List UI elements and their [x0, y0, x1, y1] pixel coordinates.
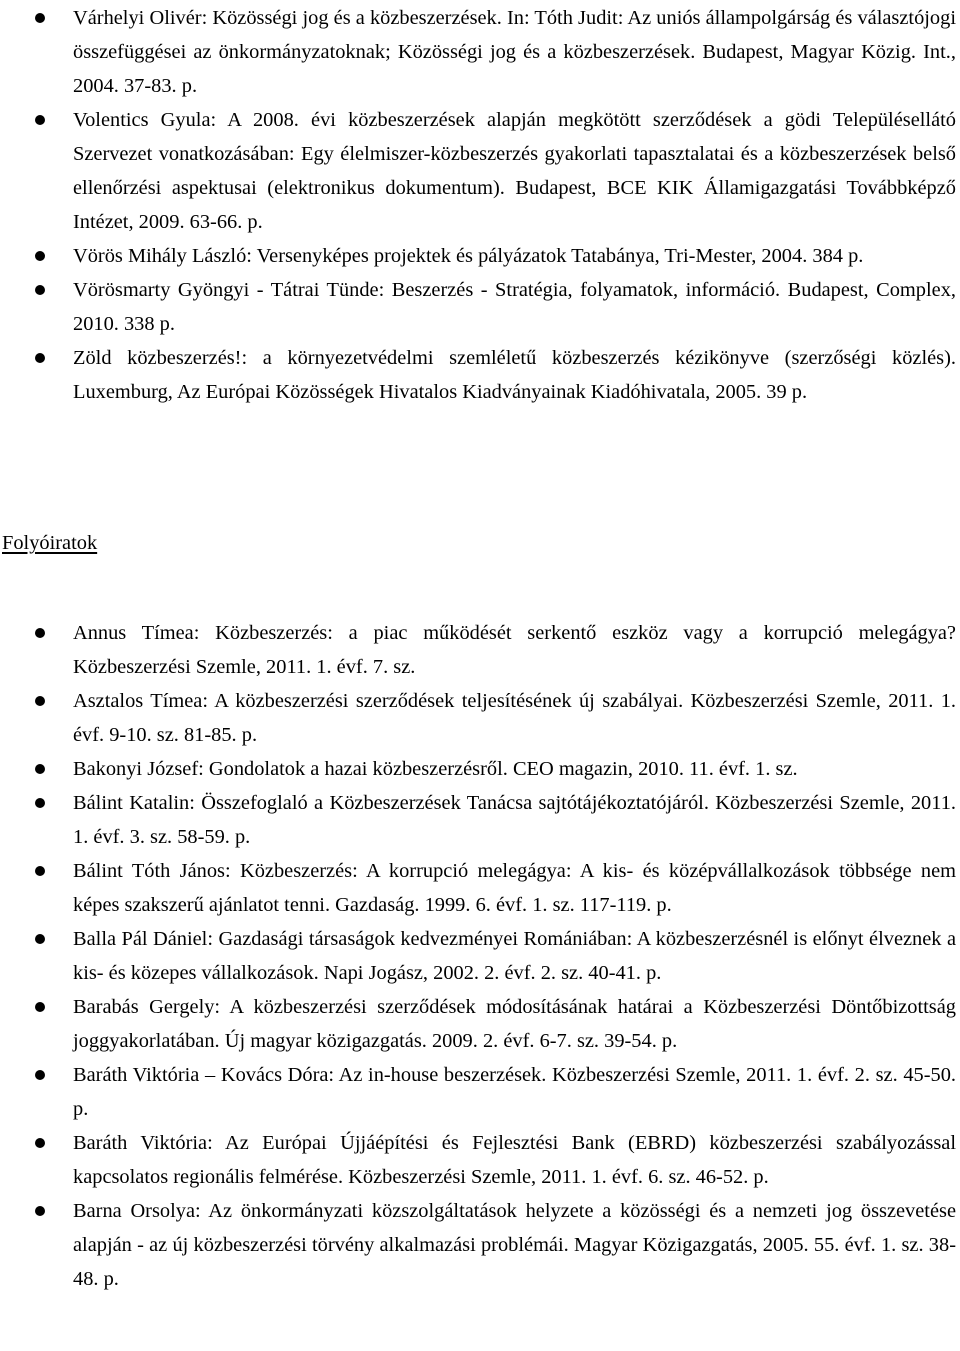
- bibliography-entry: [0, 1126, 960, 1194]
- entry-text: Volentics Gyula: A 2008. évi közbeszerzések alapján megkötött szerződések a gödi Településellátó Szervezet vonatkozásában: Egy élelmiszer-közbeszerzés gyakorlati tapasztalatai és a közbeszerzések belső ellenőrzési aspektusai (elektronikus dokumentum). Budapest, BCE KIK Államigazgatási Továbbképző Intézet, 2009. 63-66. p.: [73, 109, 956, 233]
- bullet-icon: [35, 764, 45, 774]
- bibliography-entry: [0, 1058, 960, 1126]
- bullet-icon: [35, 1002, 45, 1012]
- bibliography-entry: [0, 1194, 960, 1296]
- bullet-icon: [35, 1138, 45, 1148]
- bibliography-entry: [0, 854, 960, 922]
- bullet-icon: [35, 934, 45, 944]
- entry-text: Baráth Viktória – Kovács Dóra: Az in-house beszerzések. Közbeszerzési Szemle, 2011. 1. évf. 2. sz. 45-50. p.: [73, 1064, 956, 1120]
- bibliography-entry: [0, 922, 960, 990]
- bibliography-entry: [0, 341, 960, 409]
- bibliography-entry: [0, 684, 960, 752]
- entry-text: Várhelyi Olivér: Közösségi jog és a közbeszerzések. In: Tóth Judit: Az uniós állampolgárság és választójogi összefüggései az önkormányzatoknak; Közösségi jog és a közbeszerzések. Budapest, Magyar Közig. Int., 2004. 37-83. p.: [73, 7, 956, 97]
- entry-text: Barabás Gergely: A közbeszerzési szerződések módosításának határai a Közbeszerzési Döntőbizottság joggyakorlatában. Új magyar közigazgatás. 2009. 2. évf. 6-7. sz. 39-54. p.: [73, 996, 956, 1052]
- bibliography-entry: [0, 103, 960, 239]
- entry-text: Vörös Mihály László: Versenyképes projektek és pályázatok Tatabánya, Tri-Mester, 2004. 384 p.: [73, 245, 864, 267]
- bullet-icon: [35, 285, 45, 295]
- entry-text: Baráth Viktória: Az Európai Újjáépítési és Fejlesztési Bank (EBRD) közbeszerzési szabályozással kapcsolatos regionális felmérése. Közbeszerzési Szemle, 2011. 1. évf. 6. sz. 46-52. p.: [73, 1132, 956, 1188]
- entry-text: Vörösmarty Gyöngyi - Tátrai Tünde: Beszerzés - Stratégia, folyamatok, információ. Budapest, Complex, 2010. 338 p.: [73, 279, 956, 335]
- entry-text: Annus Tímea: Közbeszerzés: a piac működését serkentő eszköz vagy a korrupció melegágya? Közbeszerzési Szemle, 2011. 1. évf. 7. sz.: [73, 622, 956, 678]
- bullet-icon: [35, 115, 45, 125]
- bullet-icon: [35, 628, 45, 638]
- bibliography-entry: [0, 616, 960, 684]
- bullet-icon: [35, 251, 45, 261]
- bullet-icon: [35, 798, 45, 808]
- entry-text: Bálint Katalin: Összefoglaló a Közbeszerzések Tanácsa sajtótájékoztatójáról. Közbeszerzési Szemle, 2011. 1. évf. 3. sz. 58-59. p.: [73, 792, 956, 848]
- bullet-icon: [35, 866, 45, 876]
- bullet-icon: [35, 13, 45, 23]
- bibliography-list-journals: [0, 616, 960, 1296]
- entry-text: Bakonyi József: Gondolatok a hazai közbeszerzésről. CEO magazin, 2010. 11. évf. 1. sz.: [73, 758, 798, 780]
- bibliography-entry: [0, 239, 960, 273]
- bibliography-list-books: [0, 1, 960, 409]
- bibliography-entry: [0, 990, 960, 1058]
- entry-text: Asztalos Tímea: A közbeszerzési szerződések teljesítésének új szabályai. Közbeszerzési Szemle, 2011. 1. évf. 9-10. sz. 81-85. p.: [73, 690, 956, 746]
- entry-text: Zöld közbeszerzés!: a környezetvédelmi szemléletű közbeszerzés kézikönyve (szerzőségi közlés). Luxemburg, Az Európai Közösségek Hivatalos Kiadványainak Kiadóhivatala, 2005. 39 p.: [73, 347, 956, 403]
- bibliography-entry: [0, 273, 960, 341]
- bullet-icon: [35, 353, 45, 363]
- entry-text: Balla Pál Dániel: Gazdasági társaságok kedvezményei Romániában: A közbeszerzésnél is előnyt élveznek a kis- és közepes vállalkozások. Napi Jogász, 2002. 2. évf. 2. sz. 40-41. p.: [73, 928, 956, 984]
- bibliography-entry: [0, 1, 960, 103]
- entry-text: Barna Orsolya: Az önkormányzati közszolgáltatások helyzete a közösségi és a nemzeti jog összevetése alapján - az új közbeszerzési törvény alkalmazási problémái. Magyar Közigazgatás, 2005. 55. évf. 1. sz. 38-48. p.: [73, 1200, 956, 1290]
- bibliography-entry: [0, 786, 960, 854]
- bibliography-entry: [0, 752, 960, 786]
- bullet-icon: [35, 1206, 45, 1216]
- section-heading: Folyóiratok: [2, 532, 98, 554]
- bullet-icon: [35, 1070, 45, 1080]
- bullet-icon: [35, 696, 45, 706]
- entry-text: Bálint Tóth János: Közbeszerzés: A korrupció melegágya: A kis- és középvállalkozások többsége nem képes szakszerű ajánlatot tenni. Gazdaság. 1999. 6. évf. 1. sz. 117-119. p.: [73, 860, 956, 916]
